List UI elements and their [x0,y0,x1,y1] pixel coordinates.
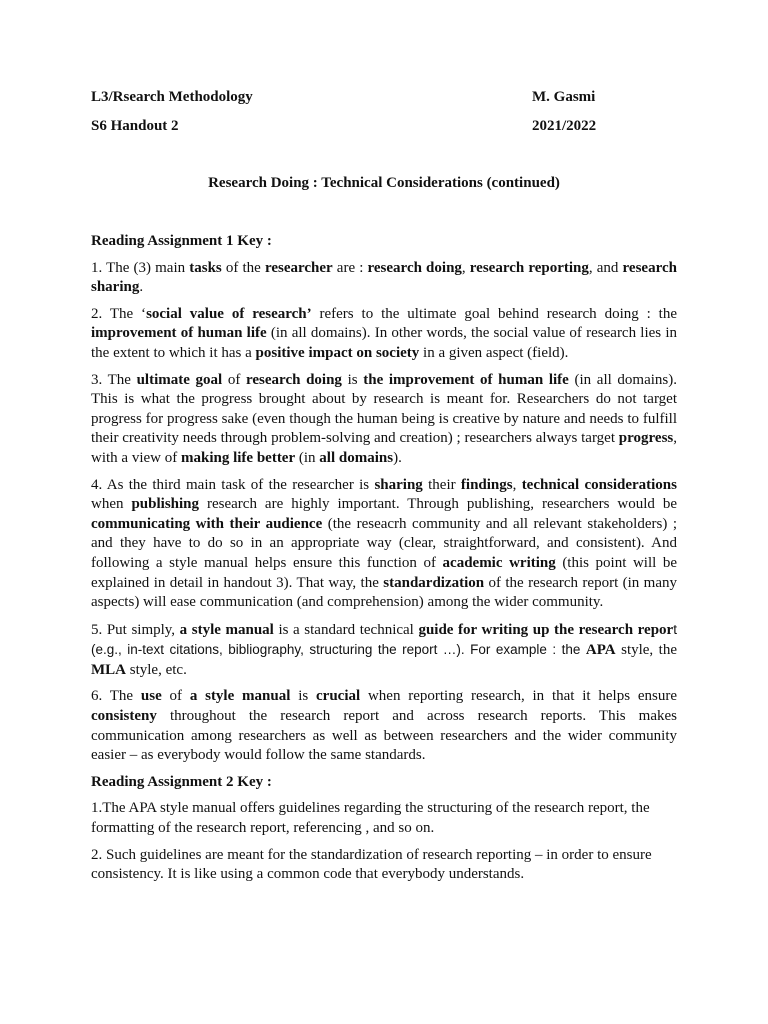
text-run: tasks [189,259,222,276]
text-run: the improvement of human life [363,371,569,388]
text-run: 1.The APA style manual offers guidelines regarding the structuring of the research report, the formatting of the research report, referencing , and so on. [91,800,650,837]
text-run: (the reseacrh community and all relevant stakeholders) ; and they have to do so in an appropriate way (clear, straightforward, and consistent). And following a style manual helps ensure this function of [91,515,678,571]
text-run: consisteny [91,708,157,725]
text-run: 1. The (3) main [91,259,190,276]
text-run: 5. Put simply, [91,621,180,638]
assignment-2-item-2 [91,846,677,885]
text-run: academic writing [442,554,556,571]
text-run: ). [393,449,402,466]
text-run: when [91,496,132,513]
assignment-2-heading: Reading Assignment 2 Key : [91,773,272,790]
assignment-1-item-3 [91,371,677,469]
text-run: (this point will be explained in detail in handout 3). That way, the [91,554,678,591]
handout-number: S6 Handout 2 [91,118,179,134]
text-run: improvement of human life [91,325,267,342]
text-run: is a standard technical [273,621,419,638]
text-run: research reporting [469,259,589,276]
text-run: . [139,279,144,296]
text-run: social value of research’ [146,305,312,322]
text-run: refers to the ultimate goal behind research doing : the [311,305,677,322]
academic-year: 2021/2022 [532,118,597,134]
text-run: publishing [131,496,200,513]
text-run: , and [588,259,623,276]
text-run: sharing [374,476,423,493]
text-run: positive impact on society [255,344,420,361]
text-run: their [422,476,461,493]
text-run: 6. The [91,688,141,705]
text-run: findings [460,476,513,493]
text-run: a style manual [189,688,291,705]
text-run: 3. The [91,371,137,388]
text-run: 2. Such guidelines are meant for the standardization of research reporting – in order to ensure consistency. It is like using a common code that everybody understands. [91,846,652,883]
assignment-1-item-1 [91,259,677,298]
text-run: , with a view of [91,430,677,466]
text-run: researcher [264,259,333,276]
text-run: progress [618,430,674,447]
text-run: communicating with their audience [91,515,323,532]
text-run: are : [332,259,368,276]
text-run: t (e.g., in-text citations, bibliography, structuring the report …). For example : the [91,621,677,658]
text-run: research are highly important. Through publishing, researchers would be [199,496,677,513]
text-run: is [341,371,364,388]
text-run: of [161,688,190,705]
text-run: throughout the research report and across research reports. This makes communication among researchers as well as between researchers and the wider community easier – as everybody would follow the same standards. [91,708,677,764]
text-run: 2. The ‘ [91,305,147,322]
text-run: when reporting research, in that it helps ensure [360,688,677,705]
course-title: L3/Rsearch Methodology [91,89,253,105]
text-run: of the research report (in many aspects) will ease communication (and comprehension) among the wider community. [91,574,677,611]
text-run: , [461,259,470,276]
text-run: ultimate goal [136,371,223,388]
text-run: all domains [319,449,394,466]
text-run: research sharing [91,259,677,296]
assignment-1-item-5 [91,620,677,681]
text-run: of the [221,259,265,276]
text-run: guide for writing up the research repor [418,621,674,638]
text-run: a style manual [179,621,274,638]
text-run: (in all domains). In other words, the social value of research lies in the extent to which it has a [91,325,677,361]
text-run: standardization [383,574,485,591]
text-run: technical considerations [521,476,677,493]
text-run: crucial [316,688,361,705]
assignment-1-item-6 [91,687,677,765]
text-run: use [140,688,162,705]
text-run: is [290,688,316,705]
assignment-2-item-1 [91,799,677,838]
text-run: , [512,476,522,493]
assignment-1-heading: Reading Assignment 1 Key : [91,233,272,249]
author-name: M. Gasmi [532,89,596,105]
document-body [91,232,677,892]
document-title: Research Doing : Technical Considerations (continued) [208,175,560,191]
text-run: style, the [615,642,678,659]
text-run: MLA [91,661,126,678]
assignment-1-item-2 [91,305,677,364]
text-run: 4. As the third main task of the researcher is [91,476,375,493]
text-run: of [222,371,247,388]
text-run: research doing [367,259,462,276]
text-run: (in [295,449,320,466]
text-run: research doing [246,371,342,388]
assignment-1-item-4 [91,476,677,613]
text-run: in a given aspect (field). [419,344,569,361]
text-run: APA [585,642,616,659]
text-run: style, etc. [126,661,187,678]
text-run: making life better [180,449,296,466]
text-run: (in all domains). This is what the progress brought about by research is meant for. Researchers do not target progress for progress sake (even though the human being is creative by nature and needs to fulfill their creativity needs through problem-solving and creation) ; researchers always target [91,371,677,447]
